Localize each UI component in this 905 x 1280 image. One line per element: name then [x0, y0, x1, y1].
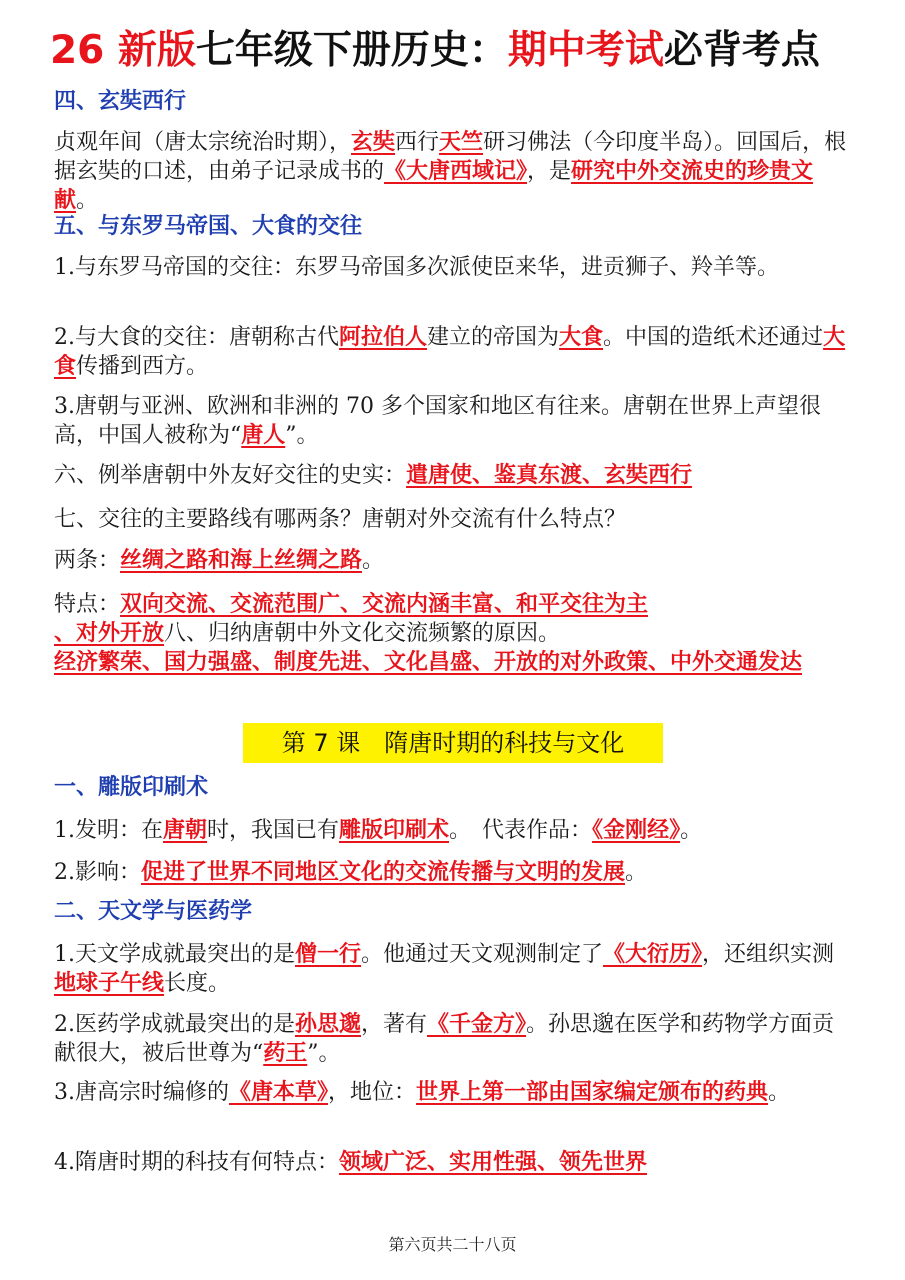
page-number: 第六页共二十八页 — [388, 1235, 517, 1254]
paragraph-byzantine: 1.与东罗马帝国的交往：东罗马帝国多次派使臣来华，进贡狮子、羚羊等。 — [54, 255, 779, 280]
paragraph-xuanzang: 贞观年间（唐太宗统治时期），玄奘西行天竺研习佛法（今印度半岛）。回国后，根据玄奘的口述，由弟子记录成书的《大唐西域记》，是研究中外交流史的珍贵文献。 — [54, 129, 847, 213]
paragraph-materia-medica: 3.唐高宗时编修的《唐本草》，地位：世界上第一部由国家编定颁布的药典。 — [54, 1079, 791, 1105]
paragraph-printing-invention: 1.发明：在唐朝时，我国已有雕版印刷术。 代表作品：《金刚经》。 — [54, 817, 703, 843]
question-routes: 七、交往的主要路线有哪两条？唐朝对外交流有什么特点？ — [54, 507, 627, 532]
lesson-title: 第 7 课 隋唐时期的科技与文化 — [243, 723, 663, 763]
heading-xuanzang: 四、玄奘西行 — [54, 89, 187, 114]
page-title: 26 新版七年级下册历史：期中考试必背考点 — [50, 28, 820, 73]
paragraph-medicine: 2.医药学成就最突出的是孙思邈，著有《千金方》。孙思邈在医学和药物学方面贡献很大，被后世尊为“药王”。 — [54, 1011, 835, 1066]
answer-routes: 两条：丝绸之路和海上丝绸之路。 — [54, 547, 385, 573]
heading-astronomy-medicine: 二、天文学与医药学 — [54, 899, 253, 924]
answer-features: 特点：双向交流、交流范围广、交流内涵丰富、和平交往为主 、对外开放八、归纳唐朝中外文化交流频繁的原因。 经济繁荣、国力强盛、制度先进、文化昌盛、开放的对外政策、中外交通发达 — [54, 591, 803, 675]
paragraph-astronomy: 1.天文学成就最突出的是僧一行。他通过天文观测制定了《大衍历》，还组织实测地球子午线长度。 — [54, 941, 835, 996]
paragraph-arab: 2.与大食的交往：唐朝称古代阿拉伯人建立的帝国为大食。中国的造纸术还通过大食传播到西方。 — [54, 324, 846, 379]
paragraph-printing-impact: 2.影响：促进了世界不同地区文化的交流传播与文明的发展。 — [54, 859, 648, 885]
heading-printing: 一、雕版印刷术 — [54, 775, 209, 800]
paragraph-friendly-exchanges: 六、例举唐朝中外友好交往的史实：遣唐使、鉴真东渡、玄奘西行 — [54, 462, 693, 488]
paragraph-tang-people: 3.唐朝与亚洲、欧洲和非洲的 70 多个国家和地区有往来。唐朝在世界上声望很高，中国人被称为“唐人”。 — [54, 394, 821, 448]
paragraph-tech-features: 4.隋唐时期的科技有何特点：领域广泛、实用性强、领先世界 — [54, 1149, 648, 1175]
heading-foreign-relations: 五、与东罗马帝国、大食的交往 — [54, 214, 363, 239]
